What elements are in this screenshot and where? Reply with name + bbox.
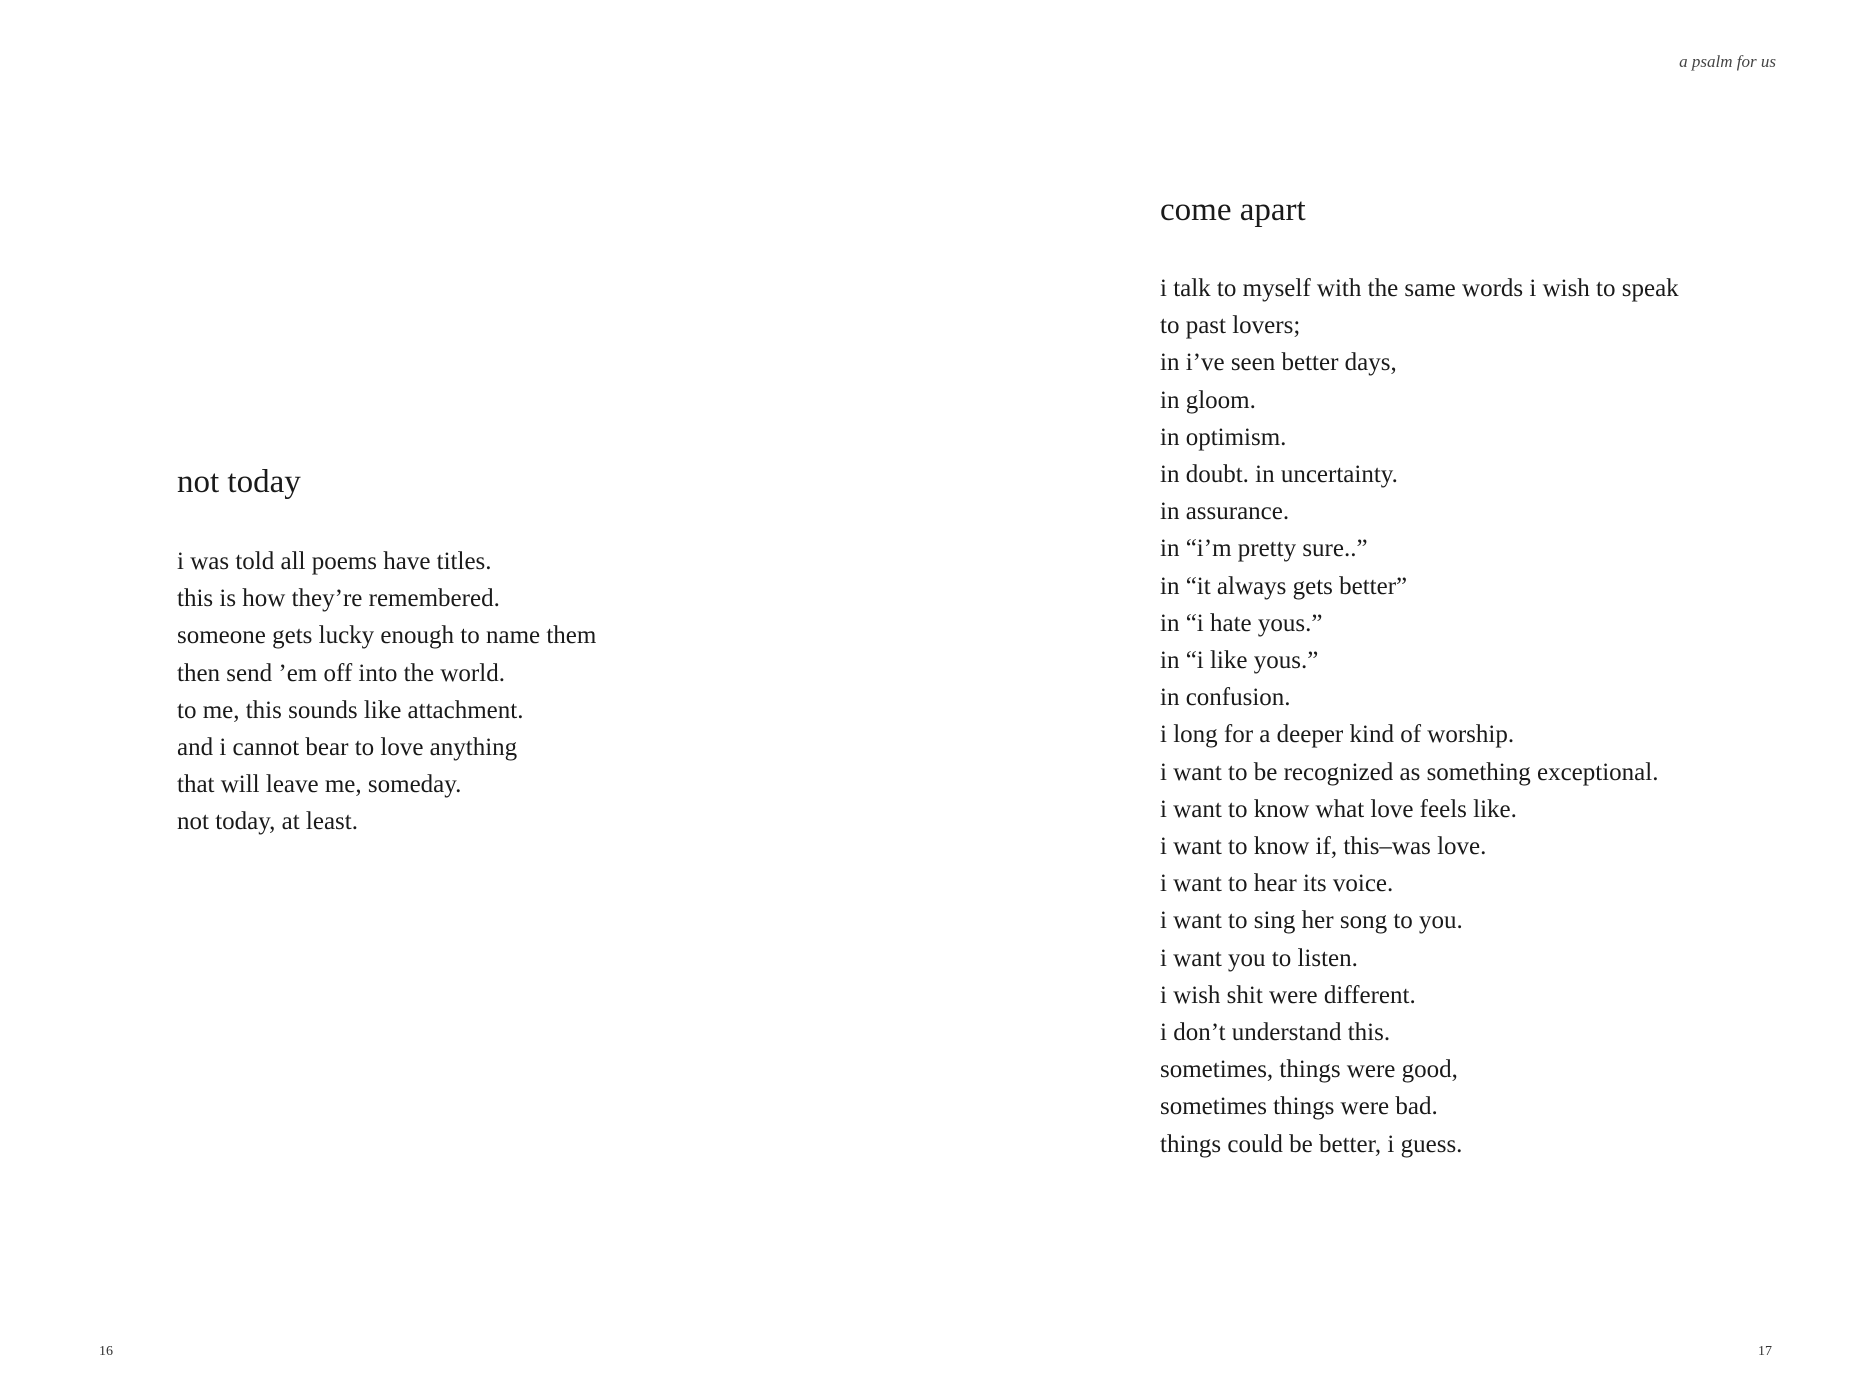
poem-line: i want to know what love feels like. — [1160, 795, 1517, 823]
poem-line: that will leave me, someday. — [177, 771, 462, 799]
poem-line: not today, at least. — [177, 808, 358, 836]
poem-line: i was told all poems have titles. — [177, 548, 492, 575]
poem-line: things could be better, i guess. — [1160, 1130, 1463, 1158]
poem-line: then send ’em off into the world. — [177, 659, 505, 687]
poem-line: in doubt. in uncertainty. — [1160, 461, 1398, 489]
poem-line: i want to be recognized as something exceptional. — [1160, 758, 1659, 786]
poem-line: sometimes, things were good, — [1160, 1056, 1458, 1084]
poem-line: in “it always gets better” — [1160, 572, 1408, 600]
poem-line: in “i like yous.” — [1160, 647, 1319, 675]
poem-line: i don’t understand this. — [1160, 1019, 1391, 1047]
poem-title: not today — [177, 464, 301, 500]
poem-line: i wish shit were different. — [1160, 981, 1416, 1009]
page-number: 16 — [99, 1344, 113, 1359]
poem-line: in “i’m pretty sure..” — [1160, 535, 1368, 563]
poem-line: someone gets lucky enough to name them — [177, 622, 597, 650]
poem-lines — [177, 543, 596, 841]
poem-line: in confusion. — [1160, 684, 1291, 712]
poem-line: to me, this sounds like attachment. — [177, 696, 524, 724]
poem-line: i want you to listen. — [1160, 944, 1358, 972]
right-page — [933, 0, 1866, 1400]
poem-line: i want to hear its voice. — [1160, 870, 1394, 898]
poem-line: i want to sing her song to you. — [1160, 907, 1463, 935]
poem-line: to past lovers; — [1160, 312, 1301, 340]
poem-line: in i’ve seen better days, — [1160, 349, 1397, 377]
poem-line: i long for a deeper kind of worship. — [1160, 721, 1515, 749]
poem-line: in optimism. — [1160, 423, 1287, 451]
poem-lines — [1160, 270, 1679, 1163]
poem-line: in gloom. — [1160, 386, 1256, 414]
poem-line: i talk to myself with the same words i wish to speak — [1160, 275, 1679, 302]
poem-line: and i cannot bear to love anything — [177, 734, 518, 762]
poem-line: this is how they’re remembered. — [177, 585, 500, 613]
running-header: a psalm for us — [1679, 52, 1776, 71]
poem-line: sometimes things were bad. — [1160, 1093, 1438, 1121]
poem-line: in “i hate yous.” — [1160, 609, 1323, 637]
poem-line: i want to know if, this–was love. — [1160, 833, 1487, 861]
poem-title: come apart — [1160, 192, 1306, 228]
page-number: 17 — [1758, 1344, 1772, 1359]
poem-line: in assurance. — [1160, 498, 1290, 526]
